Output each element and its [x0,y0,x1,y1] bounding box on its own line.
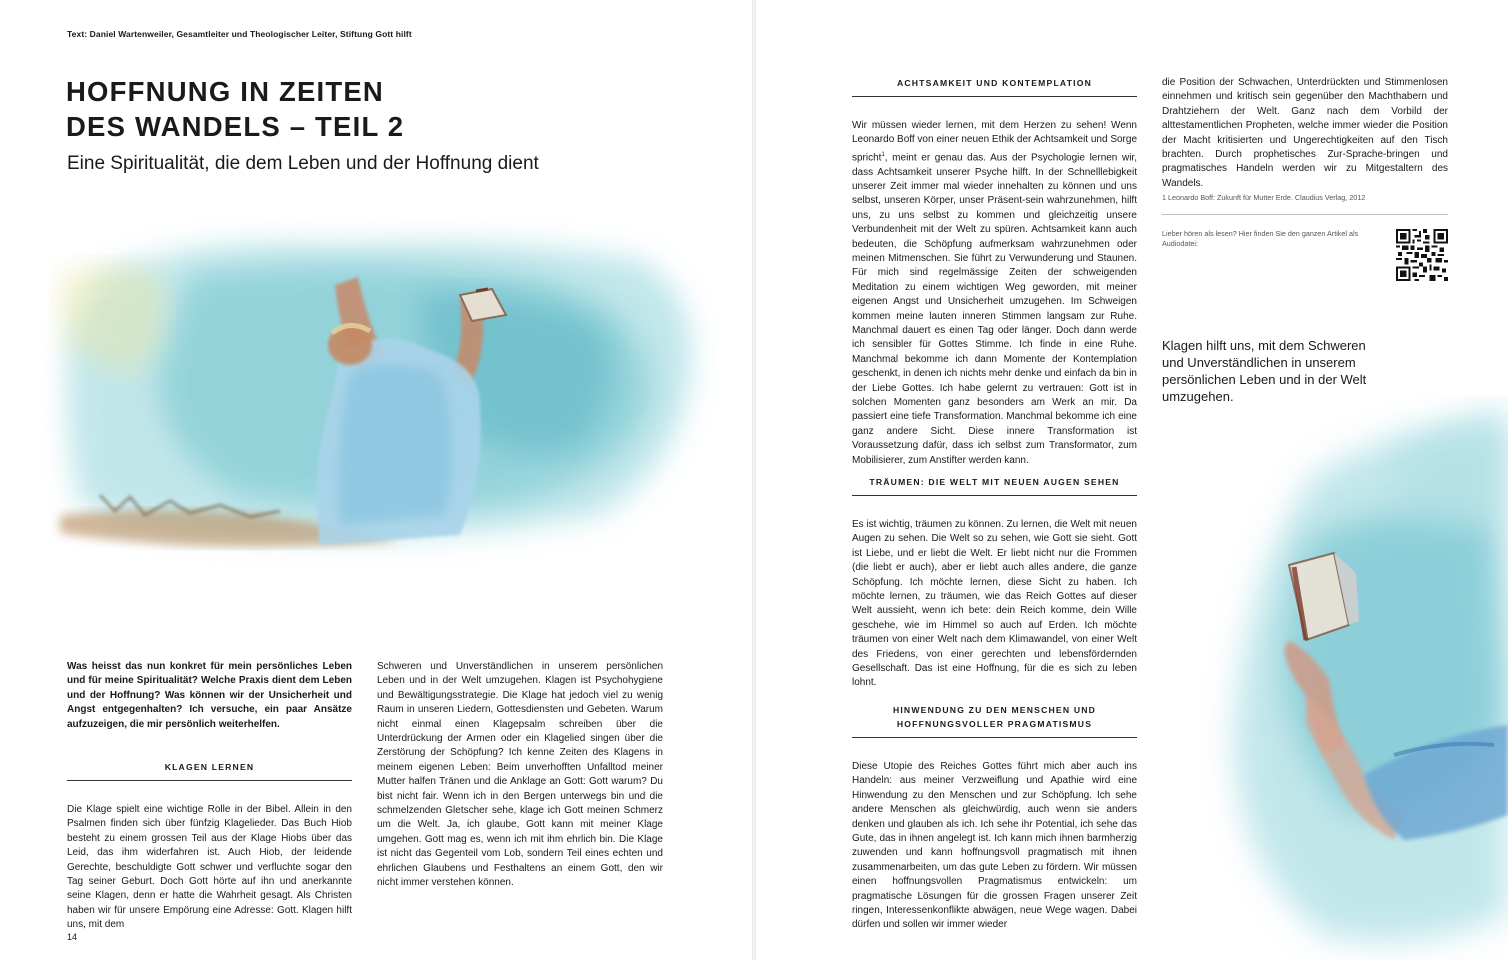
achtsamkeit-column [852,119,1137,468]
intro-column [67,660,352,732]
pull-quote: Klagen hilft uns, mit dem Schweren und Unverständlichen in unserem persönlichen Leben und in der Welt umzugehen. [1162,338,1367,404]
author-credit: Text: Daniel Wartenweiler, Gesamtleiter und Theologischer Leiter, Stiftung Gott hilft [67,29,412,39]
footnote: 1 Leonardo Boff: Zukunft für Mutter Erde. Claudius Verlag, 2012 [1162,193,1366,202]
section-heading-achtsamkeit: ACHTSAMKEIT UND KONTEMPLATION [852,76,1137,97]
section-heading-hinwendung [852,703,1137,738]
section-heading-traeumen: TRÄUMEN: DIE WELT MIT NEUEN AUGEN SEHEN [852,475,1137,496]
title-line-1: HOFFNUNG IN ZEITEN [66,76,384,107]
klagen-column-2 [377,660,663,891]
achtsamkeit-text-b: , meint er genau das. Aus der Psychologie lernen wir, dass Achtsamkeit unserer Psyche hilft. In der Schnelllebigkeit unserer Zeit immer mal wieder innehalten zu können und uns selbst, unseren Körper, unser Präsent-sein wahrzunehmen, hilft uns, zu uns selbst zu kommen und gleichzeitig unsere Verbundenheit mit der Welt zu spüren. Achtsamkeit kann auch bedeuten, die Schöpfung aufmerksam wahrzunehmen oder meinen Mitmenschen. Sie führt zu Verwunderung und Staunen. Für mich sind regelmässige Zeiten der schweigenden Meditation zu einem wichtigen Weg geworden, mit meiner eigenen Angst und Unsicherheit umzugehen. Im Schweigen kommen meine lauten inneren Stimmen langsam zur Ruhe. Manchmal dauert es einen Tag oder länger. Doch dann werde ich sensibler für Gottes Stimme. Ich finde in eine Ruhe. Manchmal bekomme ich dann Momente der Kontemplation geschenkt, in denen ich nichts mehr denke und einfach da bin in der Liebe Gottes. Ich habe gelernt zu vertrauen: Gott ist in solchen Momenten ganz besonders am Werk an mir. Da passiert eine tiefe Transformation. Manchmal bekomme ich eine ganz andere Sicht. Diese innere Transformation ist Voraussetzung dafür, dass ich selbst zum Transformator, zum Mobilisierer, zum Anstifter werden kann. [852,152,1137,466]
achtsamkeit-text [852,119,1137,468]
right-page [756,0,1508,960]
section-heading-klagen-lernen: KLAGEN LERNEN [67,760,352,781]
traeumen-text: Es ist wichtig, träumen zu können. Zu lernen, die Welt mit neuen Augen zu sehen. Die Welt so zu sehen, wie Gott sie sieht. Gott ist Liebe, und er liebt die Welt. Er liebt nicht nur die Frommen (die liebt er auch), aber er liebt auch alles andere, die ganze Schöpfung. Ich möchte lernen, diese Sicht zu haben. Ich möchte lernen, zu träumen, wie das Reich Gottes auf dieser Welt aussieht, wenn ich bete: dein Reich komme, dein Wille geschehe, wie im Himmel so auch auf Erden. Ich möchte träumen von einer Welt nach dem Klimawandel, von einer Welt des Friedens, von einer gerechten und lebensfördernden Gesellschaft. Das ist eine Hoffnung, für die es sich zu leben lohnt. [852,519,1137,689]
klagen-text-part-2: Schweren und Unverständlichen in unserem persönlichen Leben und in der Welt umzugehen. Klagen ist Psychohygiene und Bewältigungsstrategie. Die Klage hat jedoch viel zu wenig Raum in unseren Liedern, Gottesdiensten und Gebeten. Warum nicht einmal einen Klagepsalm schreiben über die Unterdrückung der Armen oder ein Klagelied singen über die Zerstörung der Schöpfung? Ich kenne Zeiten des Klagens in meinem eigenen Leben: Beim unverhofften Unfalltod meiner Mutter halfen Tränen und die Anklage an Gott: Gott warum? Du bist nicht fair. Wenn ich in den Bergen unterwegs bin und die schmelzenden Gletscher sehe, klage ich Gott meinen Schmerz um die Welt. Ja, ich glaube, Gott kann mit meiner Klage umgehen. Gott mag es, wenn ich mit ihm ehrlich bin. Die Klage ist nicht das Gegenteil vom Lob, sondern Teil eines echten und ehrlichen Glaubens und Festhaltens an einem Gott, den wir nicht immer verstehen können. [377,661,663,889]
qr-code-icon[interactable] [1396,229,1448,281]
intro-text: Was heisst das nun konkret für mein persönliches Leben und für meine Spiritualität? Welche Praxis dient dem Leben und der Hoffnung? Was können wir der Unsicherheit und Angst entgegenhalten? Ich versuche, ein paar Ansätze aufzuzeigen, die mir persönlich weiterhelfen. [67,661,352,730]
watercolor-illustration-hand-holding-book [1194,395,1508,960]
article-title [66,74,404,144]
footnote-marker: 1 [881,151,885,158]
hinwendung-column [852,760,1137,933]
traeumen-column [852,518,1137,691]
hinwendung-continued-text: die Position der Schwachen, Unterdrückten und Stimmenlosen einnehmen und kritisch sein gegenüber den Machthabern und Drahtziehern der Welt. Ganz nach dem Vorbild der alttestamentlichen Propheten, welche immer wieder die Position der Macht kritisierten und Ungerechtigkeiten auf den Tisch brachten. Durch prophetisches Zur-Sprache-bringen und pragmatisches Handeln werden wir zu Mitgestaltern des Wandels. [1162,77,1448,189]
footnote-divider [1162,214,1448,215]
audio-note: Lieber hören als lesen? Hier finden Sie den ganzen Artikel als Audiodatei: [1162,229,1359,248]
klagen-text-part-1: Die Klage spielt eine wichtige Rolle in der Bibel. Allein in den Psalmen finden sich über fünfzig Klagelieder. Das Buch Hiob besteht zu einem grossen Teil aus der Klage Hiobs über das Leid, das ihm widerfahren ist. Auch Hiob, der leidende Gerechte, beschuldigte Gott schwer und verfluchte sogar den Tag seiner Geburt. Doch Gott hörte auf ihn und anerkannte seine Klagen, denn er hatte die Wahrheit gesagt. Als Christen haben wir für unsere Empörung eine Adresse: Gott. Klagen hilft uns, mit dem [67,804,352,931]
article-subtitle: Eine Spiritualität, die dem Leben und der Hoffnung dient [67,153,539,174]
hinwendung-heading-line-1: HINWENDUNG ZU DEN MENSCHEN UND [892,705,1097,715]
hinwendung-text: Diese Utopie des Reiches Gottes führt mich aber auch ins Handeln: aus meiner Verzweiflung und Apathie wird eine Hinwendung zu den Menschen und zur Schöpfung. Ich sehe andere Menschen als gleichwürdig, auch wenn sie anders denken und glauben als ich. Ich sehe ihr Potential, ich sehe das Gute, das in ihnen angelegt ist. Ich kann mich ihnen barmherzig zuwenden und kann hoffnungsvoll pragmatisch mit ihnen zusammenarbeiten, um das gute Leben zu fördern. Wir müssen einen hoffnungsvollen Pragmatismus entwickeln: um pragmatische Lösungen für die grossen Fragen unserer Zeit ringen, Interessenkonflikte abwägen, neue Wege wagen. Dabei dürfen und sollen wir immer wieder [852,761,1137,931]
watercolor-illustration-man-with-book [40,215,740,575]
hinwendung-heading-line-2: HOFFNUNGSVOLLER PRAGMATISMUS [896,719,1093,729]
hinwendung-continued-column [1162,76,1448,191]
achtsamkeit-text-a: Wir müssen wieder lernen, mit dem Herzen zu sehen! Wenn Leonardo Boff von einer neuen Ethik der Achtsamkeit und Sorge spricht [852,120,1138,164]
page-number: 14 [67,932,78,942]
left-page [0,0,752,960]
klagen-column-1 [67,803,352,933]
title-line-2: DES WANDELS – TEIL 2 [66,111,405,142]
